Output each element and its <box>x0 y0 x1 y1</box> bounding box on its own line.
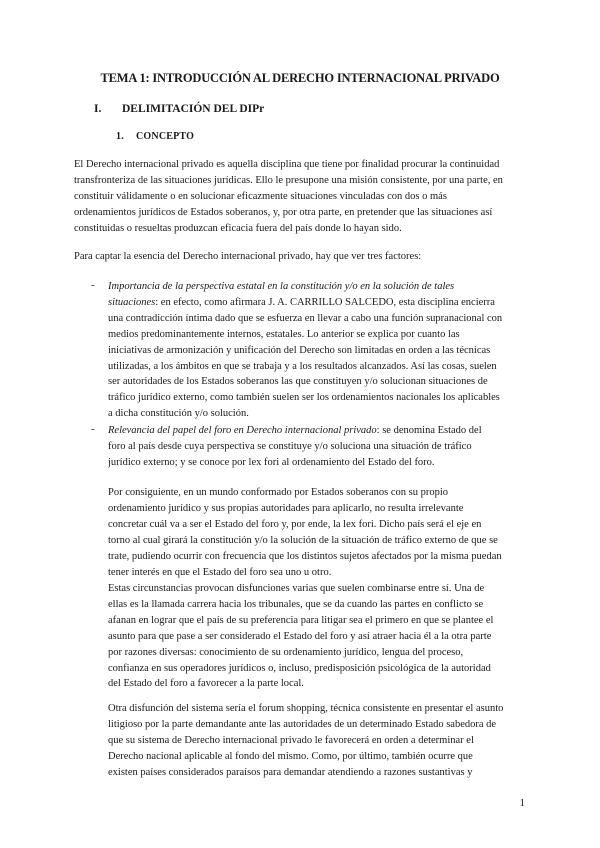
text-line: foro al país desde cuya perspectiva se constituye y/o soluciona una situación de tráfico <box>108 440 472 452</box>
text-line: por razones diversas: conocimiento de su ordenamiento jurídico, lengua del proceso, <box>108 646 464 658</box>
text-line <box>108 295 528 311</box>
text-line: medios predominantemente internos, estatales. Lo anterior se explica por cuanto las <box>108 328 460 340</box>
text-line: torno al cual girará la constitución y/o la solución de la situación de tráfico externo de que se <box>108 534 498 546</box>
paragraph-intro <box>74 157 528 237</box>
text-line: confianza en sus operadores jurídicos o, incluso, predisposición psicológica de la autoridad <box>108 662 491 674</box>
text-line: jurídico externo; y se conoce por lex fori al ordenamiento del Estado del foro. <box>108 456 435 468</box>
text-line: constituidas o resueltas produzcan eficacia fuera del país donde lo hayan sido. <box>74 222 402 234</box>
text-line: transfronteriza de las situaciones jurídicas. Ello le presupone una misión consistente, por una parte, en <box>74 174 503 186</box>
text-line: tráfico jurídico externo, como también suelen ser los ordenamientos nacionales los aplicables <box>108 392 500 404</box>
bullet-2-text: : se denomina Estado del <box>376 425 482 436</box>
text-line: ellas es la llamada carrera hacia los tribunales, que se da cuando las partes en conflicto se <box>108 598 484 610</box>
text-line: trate, pudiendo ocurrir con frecuencia que los distintos sujetos afectados por la misma puedan <box>108 550 502 562</box>
subsection-label: CONCEPTO <box>136 131 195 142</box>
text-line: constituir válidamente o en solucionar eficazmente situaciones vinculadas con dos o más <box>74 190 447 202</box>
text-line: ser autoridades de los Estados soberanos las que constituyen y/o solucionan situaciones de <box>108 376 488 388</box>
section-label: DELIMITACIÓN DEL DIPr <box>122 103 265 115</box>
bullet-1-heading: Importancia de la perspectiva estatal en la constitución y/o en la solución de tales <box>108 281 455 292</box>
bullet-dash: - <box>91 279 95 291</box>
bullet-item-2 <box>108 423 528 471</box>
bullet-dash: - <box>91 423 95 435</box>
page-title: TEMA 1: INTRODUCCIÓN AL DERECHO INTERNACIONAL PRIVADO <box>100 71 500 85</box>
text-line: El Derecho internacional privado es aquella disciplina que tiene por finalidad procurar la continuidad <box>74 159 500 170</box>
text-line: Por consiguiente, en un mundo conformado por Estados soberanos con su propio <box>108 487 449 498</box>
text-line: Para captar la esencia del Derecho internacional privado, hay que ver tres factores: <box>74 251 422 262</box>
text-line: asunto para que pase a ser considerado el Estado del foro y así atraer hacia él a la otra parte <box>108 630 492 642</box>
text-line: a dicha constitución y/o solución. <box>108 408 249 420</box>
subsection-number: 1. <box>116 131 124 142</box>
text-line: tener interés en que el Estado del foro sea uno u otro. <box>108 566 332 578</box>
text-line: Otra disfunción del sistema sería el forum shopping, técnica consistente en presentar el asunto <box>108 703 504 714</box>
paragraph-factors <box>74 249 528 265</box>
text-line: iniciativas de armonización y unificación del Derecho son limitadas en orden a las técnicas <box>108 344 491 356</box>
text-line: afanan en lograr que el país de su preferencia para litigar sea el primero en que se plantee el <box>108 614 494 626</box>
page-number: 1 <box>519 797 525 809</box>
paragraph-consequence <box>108 485 528 580</box>
text-line: del Estado del foro a favorecer a la parte local. <box>108 678 304 690</box>
section-number: I. <box>94 103 102 115</box>
section-heading <box>94 103 264 115</box>
bullet-2-heading: Relevancia del papel del foro en Derecho internacional privado <box>108 425 377 436</box>
bullet-item-1 <box>108 279 528 422</box>
bullet-1-text: : en efecto, como afirmara J. A. CARRILLO SALCEDO, esta disciplina encierra <box>155 296 495 308</box>
text-line: una contradicción íntima dado que se esfuerza en llevar a cabo una función supranacional con <box>108 312 503 324</box>
bullet-1-heading-end: situaciones <box>108 296 156 308</box>
text-line: litigioso por la parte demandante ante las autoridades de un determinado Estado sabedora de <box>108 718 497 730</box>
subsection-heading <box>116 131 194 142</box>
paragraph-forum-shopping <box>108 701 528 781</box>
text-line: concretar cuál va a ser el Estado del foro y, por ende, la lex fori. Dicho país será el eje en <box>108 518 482 530</box>
text-line <box>108 423 528 439</box>
text-line: existen países considerados paraísos para demandar atendiendo a razones sustantivas y <box>108 766 473 778</box>
text-line: utilizadas, a los ámbitos en que se trabaja y a los resultados alcanzados. Así las cosas, suelen <box>108 360 497 372</box>
text-line: Estas circunstancias provocan disfunciones varias que suelen combinarse entre sí. Una de <box>108 583 485 594</box>
text-line: Derecho nacional aplicable al fondo del mismo. Como, por último, también ocurre que <box>108 750 473 762</box>
text-line: ordenamientos jurídicos de Estados soberanos, y, por otra parte, en pretender que las situaciones así <box>74 206 493 218</box>
paragraph-dysfunctions <box>108 581 528 692</box>
text-line: ordenamiento jurídico y sus propias autoridades para aplicarlo, no resulta irrelevante <box>108 502 464 514</box>
text-line: que su sistema de Derecho internacional privado le favorecerá en orden a determinar el <box>108 734 474 746</box>
